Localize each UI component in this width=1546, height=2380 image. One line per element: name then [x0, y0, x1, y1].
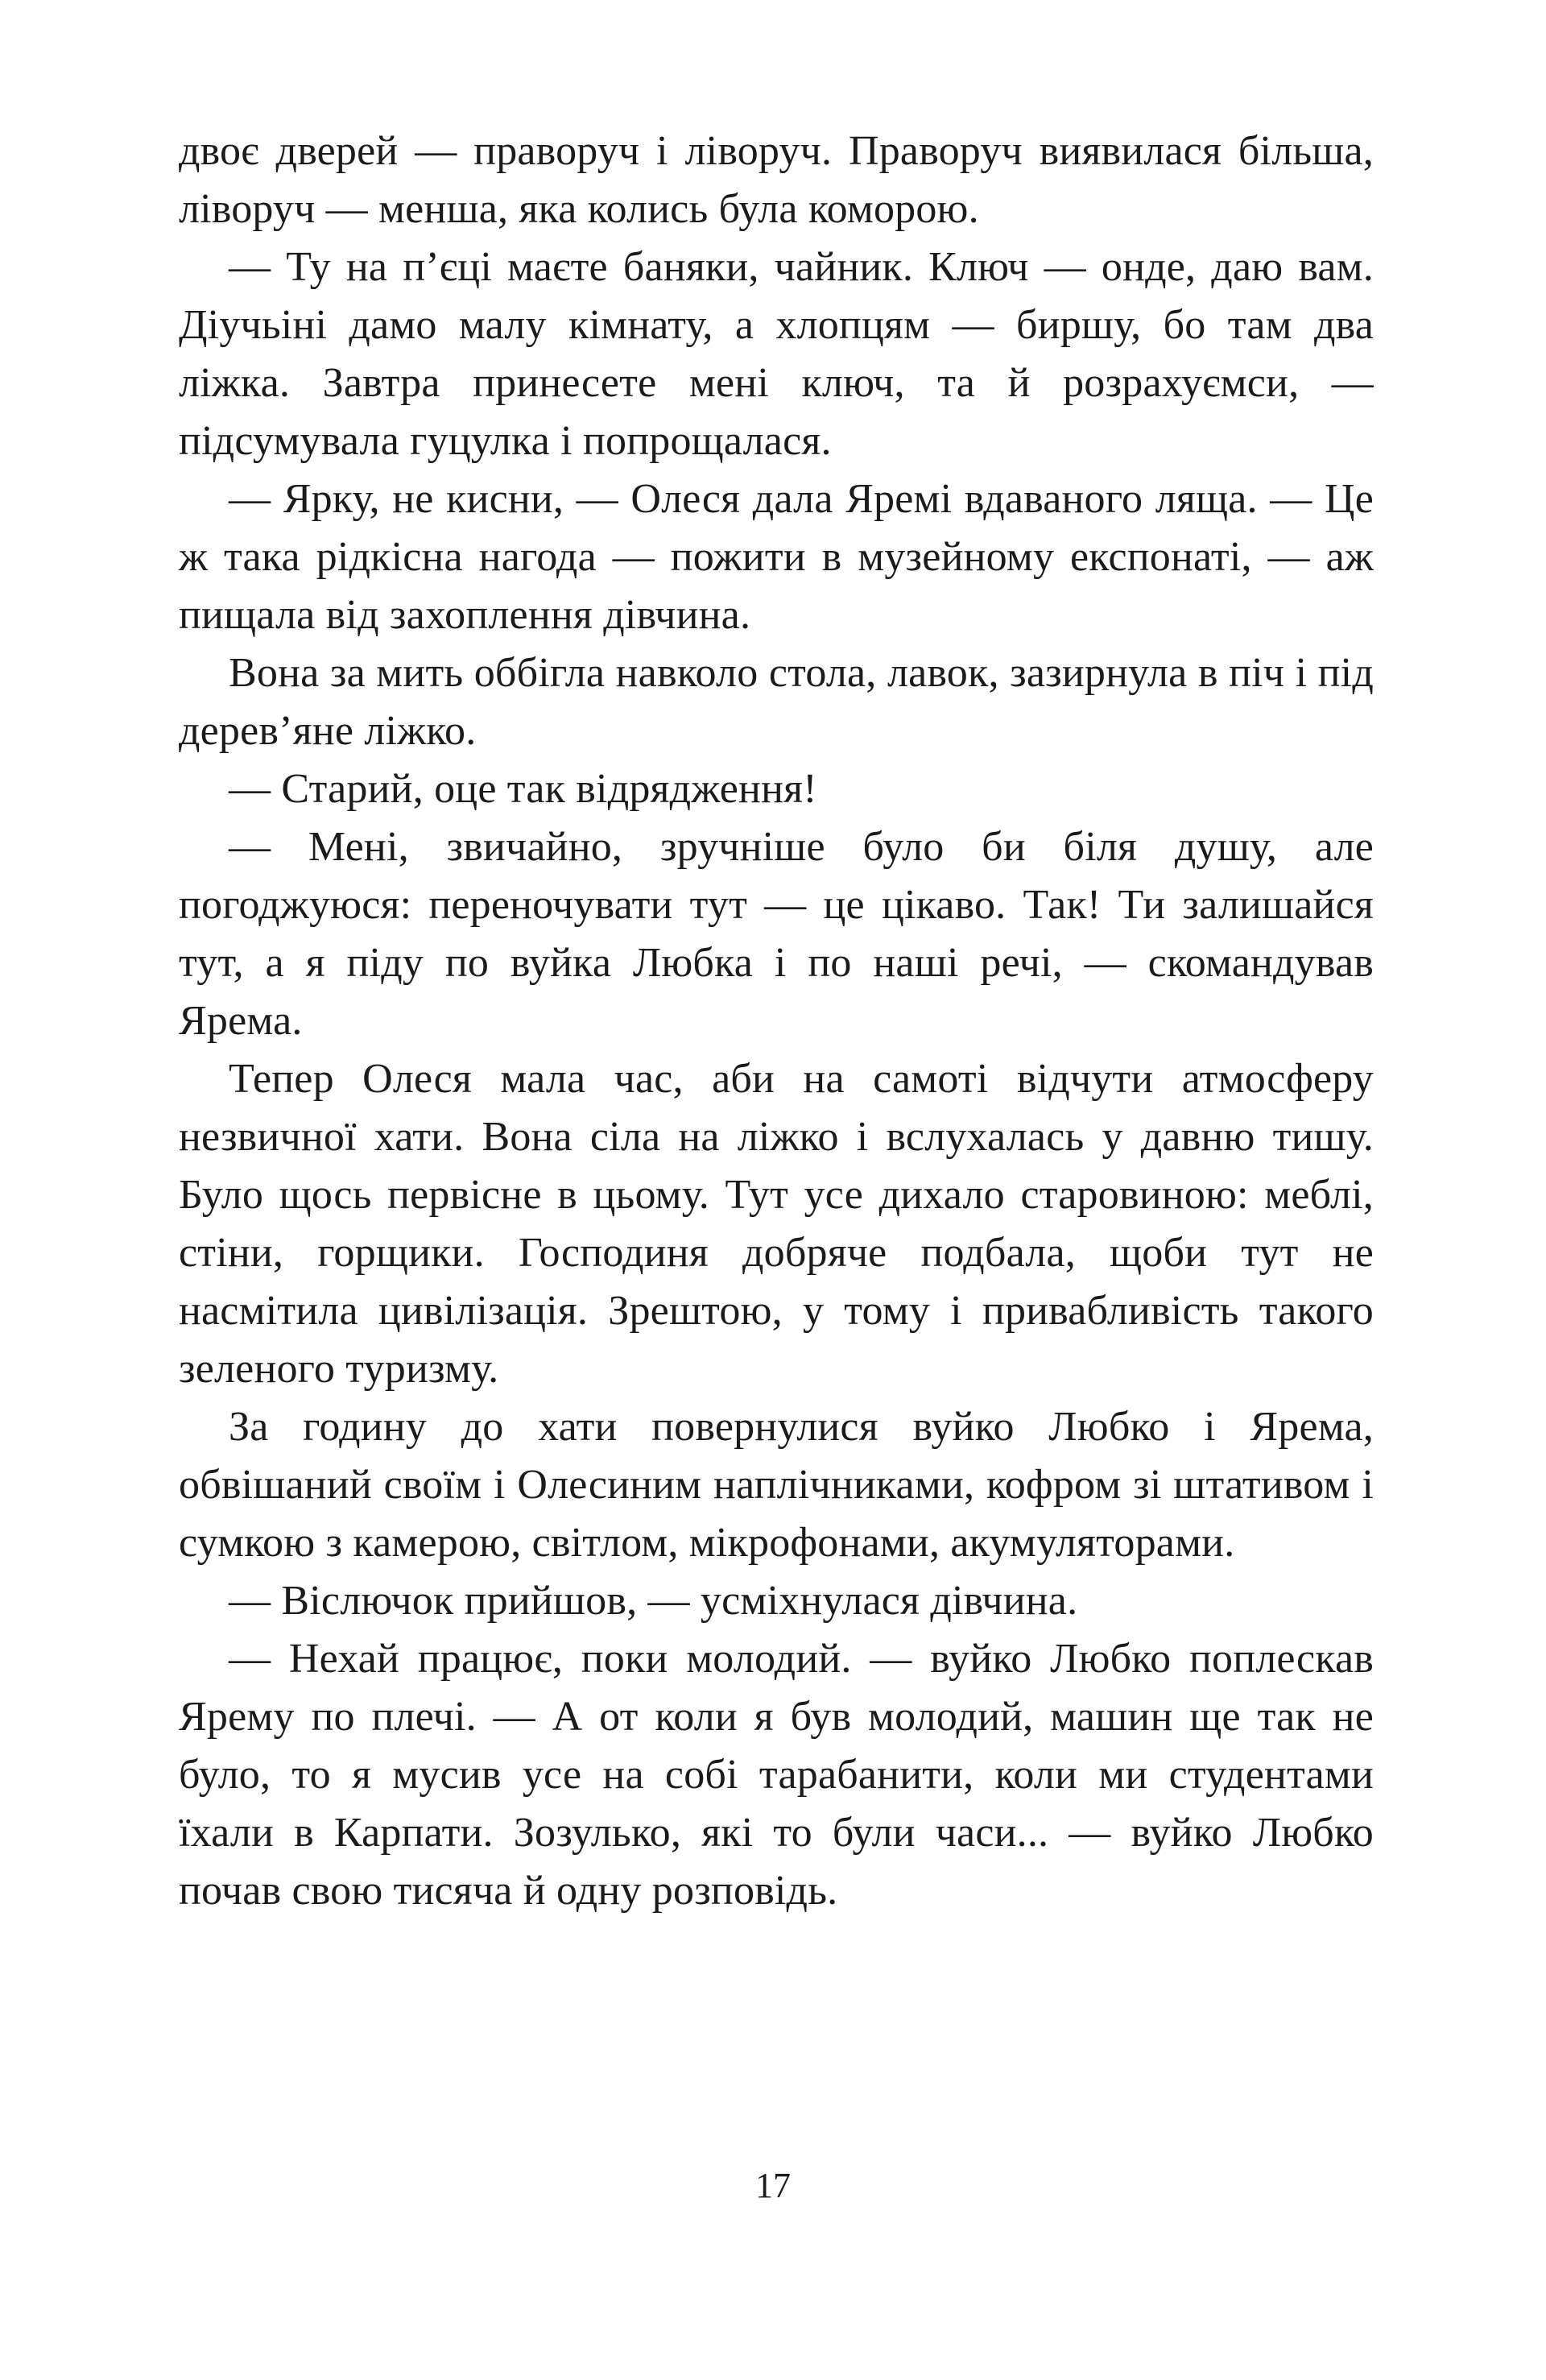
paragraph: — Нехай працює, поки молодий. — вуйко Любко поплескав Ярему по плечі. — А от коли я був молодий, машин ще так не було, то я мусив усе на собі тарабанити, коли ми студентами їхали в Карпати. Зозулько, які то були часи... — вуйко Любко почав свою тисяча й одну розповідь.	[179, 1636, 1374, 1914]
paragraph: — Старий, оце так відрядження!	[229, 766, 817, 812]
page-number: 17	[755, 2166, 791, 2205]
paragraph: — Ту на п’єці маєте баняки, чайник. Ключ — онде, даю вам. Діучьіні дамо малу кімнату, а хлопцям — биршу, бо там два ліжка. Завтра принесете мені ключ, та й розрахуємси, — підсумувала гуцулка і попрощалася.	[179, 244, 1374, 464]
page-footer	[0, 2165, 1546, 2207]
paragraph: двоє дверей — праворуч і ліворуч. Праворуч виявилася більша, ліворуч — менша, яка колись була коморою.	[179, 128, 1374, 232]
paragraph: — Віслючок прийшов, — усміхнулася дівчина.	[229, 1578, 1078, 1624]
paragraph: — Ярку, не кисни, — Олеся дала Яремі вдаваного ляща. — Це ж така рідкісна нагода — пожити в музейному експонаті, — аж пищала від захоплення дівчина.	[179, 476, 1374, 638]
paragraph: Тепер Олеся мала час, аби на самоті відчути атмосферу незвичної хати. Вона сіла на ліжко і вслухалась у давню тишу. Було щось первісне в цьому. Тут усе дихало старовиною: меблі, стіни, горщики. Господиня добряче подбала, щоби тут не насмітила цивілізація. Зрештою, у тому і привабливість такого зеленого туризму.	[179, 1056, 1374, 1392]
paragraph: За годину до хати повернулися вуйко Любко і Ярема, обвішаний своїм і Олесиним наплічниками, кофром зі штативом і сумкою з камерою, світлом, мікрофонами, акумуляторами.	[179, 1404, 1374, 1566]
page-text	[179, 122, 1374, 1920]
paragraph: — Мені, звичайно, зручніше було би біля душу, але погоджуюся: переночувати тут — це цікаво. Так! Ти залишайся тут, а я піду по вуйка Любка і по наші речі, — скомандував Ярема.	[179, 824, 1374, 1044]
paragraph: Вона за мить оббігла навколо стола, лавок, зазирнула в піч і під дерев’яне ліжко.	[179, 650, 1374, 754]
